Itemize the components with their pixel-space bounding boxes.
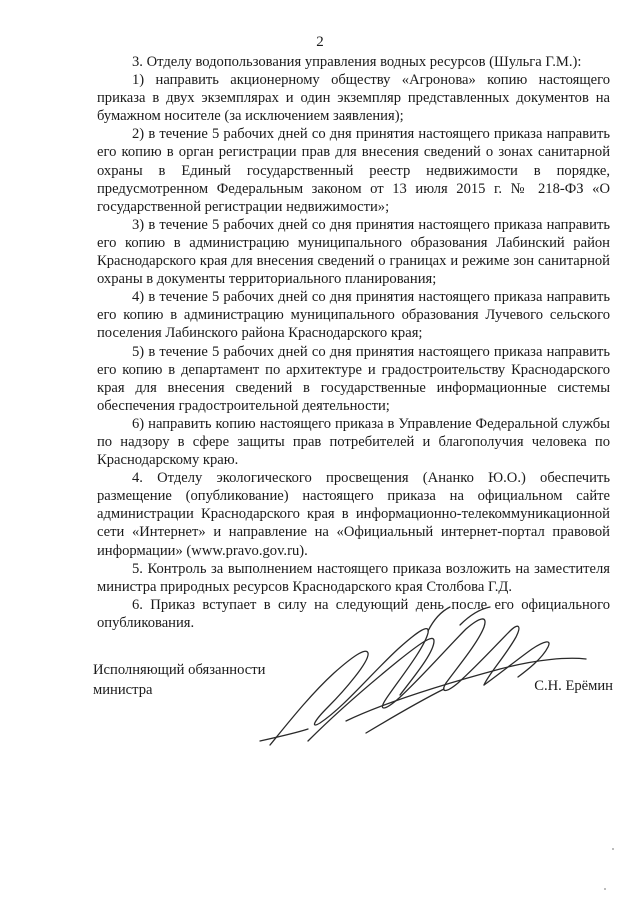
scan-speck	[604, 888, 606, 890]
signer-title-line-2: министра	[93, 682, 153, 698]
paragraph-subitem-3-1: 1) направить акционерному обществу «Агронова» копию настоящего приказа в двух экземплярах и один экземпляр представленных документов на бумажном носителе (за исключением заявления);	[97, 72, 610, 125]
paragraph-subitem-3-6: 6) направить копию настоящего приказа в Управление Федеральной службы по надзору в сфере защиты прав потребителей и благополучия человека по Краснодарскому краю.	[97, 415, 610, 469]
handwritten-signature	[248, 603, 593, 753]
document-body	[97, 53, 610, 632]
signer-name: С.Н. Ерёмин	[534, 678, 613, 694]
paragraph-subitem-3-3: 3) в течение 5 рабочих дней со дня принятия настоящего приказа направить его копию в администрацию муниципального образования Лабинский район Краснодарского края для внесения сведений о границах и режиме зон санитарной охраны в документы территориального планирования;	[97, 216, 610, 288]
paragraph-item-4: 4. Отделу экологического просвещения (Ананко Ю.О.) обеспечить размещение (опубликование) настоящего приказа на официальном сайте администрации Краснодарского края в информационно-телекоммуникационной сети «Интернет» и направление на «Официальный интернет-портал правовой информации» (www.pravo.gov.ru).	[97, 470, 610, 559]
paragraph-item-3: 3. Отделу водопользования управления водных ресурсов (Шульга Г.М.):	[132, 54, 582, 70]
scan-speck	[612, 848, 614, 850]
paragraph-item-6: 6. Приказ вступает в силу на следующий день после его официального опубликования.	[97, 596, 610, 631]
paragraph-subitem-3-5: 5) в течение 5 рабочих дней со дня принятия настоящего приказа направить его копию в департамент по архитектуре и градостроительству Краснодарского края для внесения сведений в государственные информационные системы обеспечения градостроительной деятельности;	[97, 343, 610, 414]
paragraph-subitem-3-4: 4) в течение 5 рабочих дней со дня принятия настоящего приказа направить его копию в администрацию муниципального образования Лучевого сельского поселения Лабинского района Краснодарского края;	[97, 289, 610, 342]
page-number: 2	[316, 34, 324, 50]
signer-title-line-1: Исполняющий обязанности	[93, 662, 266, 678]
paragraph-item-5: 5. Контроль за выполнением настоящего приказа возложить на заместителя министра природных ресурсов Краснодарского края Столбова Г.Д.	[97, 560, 610, 595]
paragraph-subitem-3-2: 2) в течение 5 рабочих дней со дня принятия настоящего приказа направить его копию в орган регистрации прав для внесения сведений о зонах санитарной охраны в Единый государственный реестр недвижимости в порядке, предусмотренном Федеральным законом от 13 июля 2015 г. № 218-ФЗ «О государственной регистрации недвижимости»;	[97, 126, 610, 215]
